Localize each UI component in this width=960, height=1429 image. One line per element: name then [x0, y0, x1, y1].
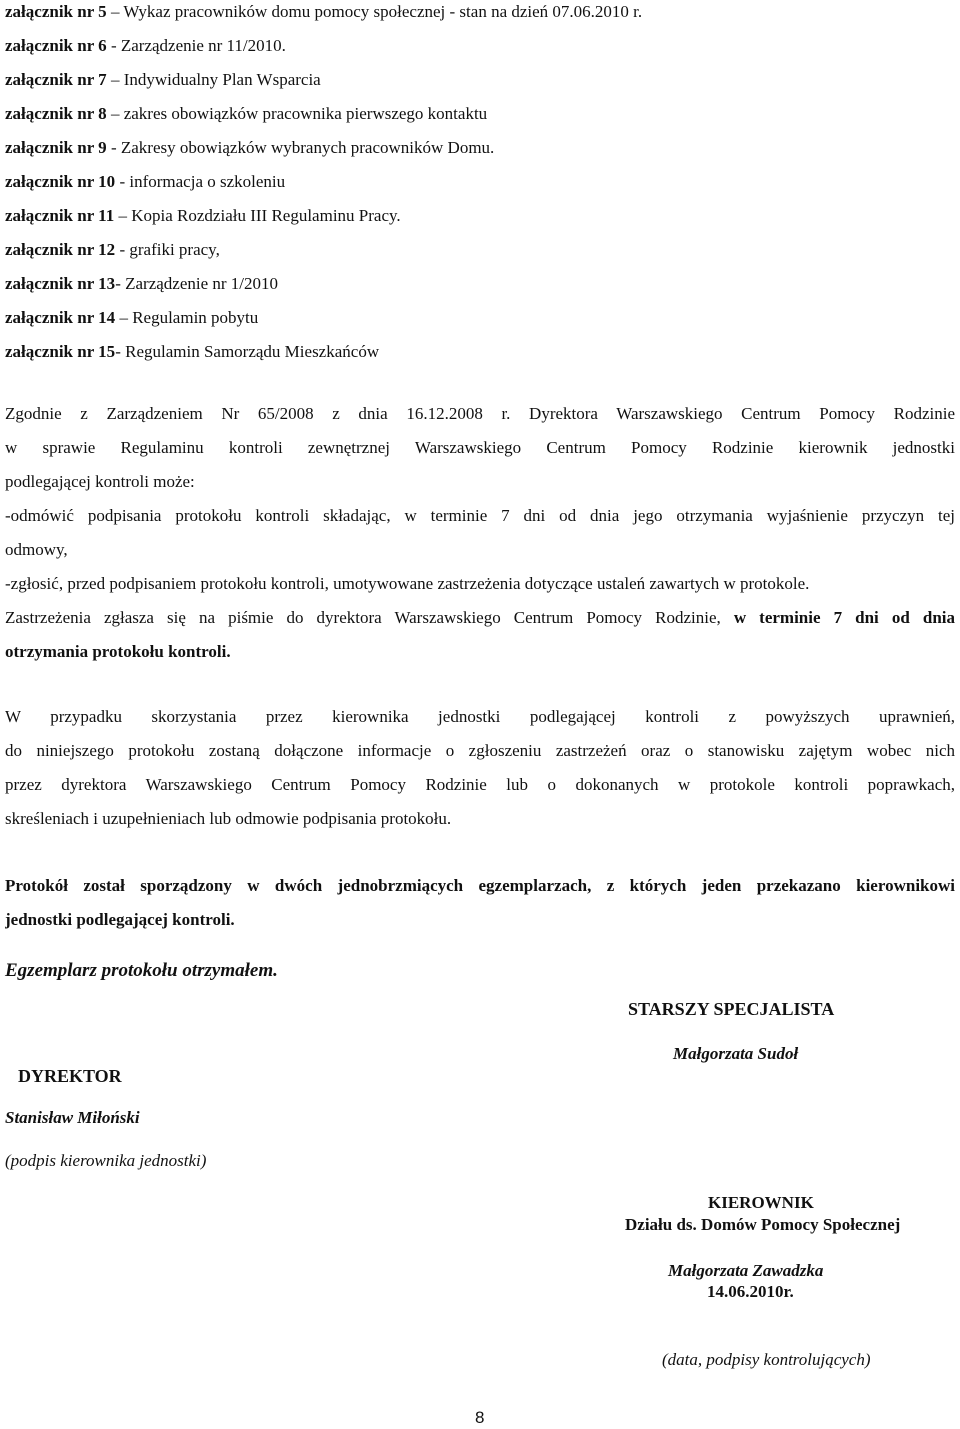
manager-title: KIEROWNIK [708, 1193, 814, 1212]
text-line: jednostki podlegającej kontroli. [5, 910, 235, 929]
text-line: przez dyrektora Warszawskiego Centrum Pomocy Rodzinie lub o dokonanych w protokole kontroli poprawkach, [5, 775, 955, 794]
text-line: Zastrzeżenia zgłasza się na piśmie do dyrektora Warszawskiego Centrum Pomocy Rodzinie, w terminie 7 dni od dnia [5, 608, 955, 627]
attachment-item: załącznik nr 8 – zakres obowiązków pracownika pierwszego kontaktu [5, 104, 488, 123]
attachment-item: załącznik nr 7 – Indywidualny Plan Wsparcia [5, 70, 321, 89]
attachment-item: załącznik nr 10 - informacja o szkoleniu [5, 172, 286, 191]
objections-paragraph [5, 700, 955, 836]
attachment-item: załącznik nr 14 – Regulamin pobytu [5, 308, 259, 327]
specialist-name: Małgorzata Sudoł [673, 1044, 799, 1063]
attachment-item: załącznik nr 9 - Zakresy obowiązków wybranych pracowników Domu. [5, 138, 495, 157]
text-line: w sprawie Regulaminu kontroli zewnętrznej Warszawskiego Centrum Pomocy Rodzinie kierownik jednostki [5, 438, 955, 457]
text-line: W przypadku skorzystania przez kierownika jednostki podlegającej kontroli z powyższych uprawnień, [5, 707, 955, 726]
receipt-statement: Egzemplarz protokołu otrzymałem. [5, 960, 278, 981]
control-regulation-paragraph [5, 397, 955, 669]
text-line: otrzymania protokołu kontroli. [5, 642, 231, 661]
text-line: podlegającej kontroli może: [5, 472, 195, 491]
department-name: Działu ds. Domów Pomocy Społecznej [625, 1215, 901, 1234]
text-line: skreśleniach i uzupełnieniach lub odmowie podpisania protokołu. [5, 809, 452, 828]
attachment-item: załącznik nr 15- Regulamin Samorządu Mieszkańców [5, 342, 380, 361]
attachment-item: załącznik nr 13- Zarządzenie nr 1/2010 [5, 274, 279, 293]
manager-name: Małgorzata Zawadzka [668, 1261, 824, 1280]
specialist-title: STARSZY SPECJALISTA [628, 999, 835, 1019]
attachment-item: załącznik nr 5 – Wykaz pracowników domu pomocy społecznej - stan na dzień 07.06.2010 r. [5, 2, 643, 21]
text-line: -zgłosić, przed podpisaniem protokołu kontroli, umotywowane zastrzeżenia dotyczące ustaleń zawartych w protokole. [5, 574, 810, 593]
signature-date: 14.06.2010r. [707, 1282, 794, 1301]
text-line: Protokół został sporządzony w dwóch jednobrzmiących egzemplarzach, z których jeden przekazano kierownikowi [5, 876, 955, 895]
attachment-item: załącznik nr 6 - Zarządzenie nr 11/2010. [5, 36, 286, 55]
text-line: do niniejszego protokołu zostaną dołączone informacje o zgłoszeniu zastrzeżeń oraz o stanowisku zajętym wobec nich [5, 741, 955, 760]
inspectors-caption: (data, podpisy kontrolujących) [662, 1350, 871, 1369]
text-line: -odmówić podpisania protokołu kontroli składając, w terminie 7 dni od dnia jego otrzymania wyjaśnienie przyczyn tej [5, 506, 955, 525]
attachment-item: załącznik nr 11 – Kopia Rozdziału III Regulaminu Pracy. [5, 206, 401, 225]
left-signature-caption: (podpis kierownika jednostki) [5, 1151, 207, 1170]
copies-paragraph [5, 869, 955, 937]
page-number: 8 [475, 1408, 485, 1427]
text-line: Zgodnie z Zarządzeniem Nr 65/2008 z dnia 16.12.2008 r. Dyrektora Warszawskiego Centrum Pomocy Rodzinie [5, 404, 955, 423]
attachment-item: załącznik nr 12 - grafiki pracy, [5, 240, 220, 259]
text-line: odmowy, [5, 540, 68, 559]
left-signature-name: Stanisław Miłoński [5, 1108, 140, 1127]
left-signature-title: DYREKTOR [18, 1066, 122, 1086]
